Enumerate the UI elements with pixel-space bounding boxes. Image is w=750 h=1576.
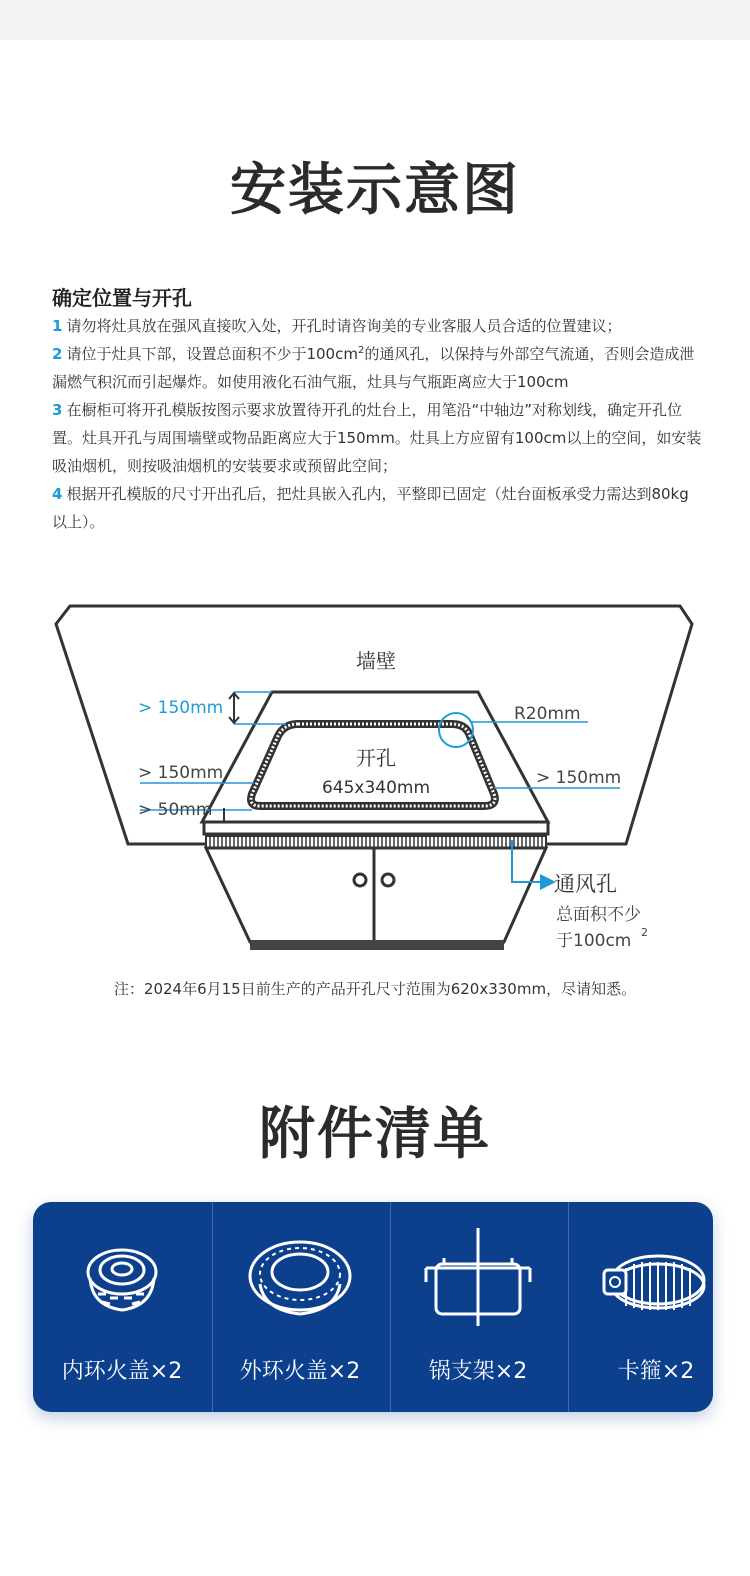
accessory-hose-clamp [571,1202,713,1412]
vent-desc-line1: 总面积不少 [556,905,641,925]
counter-edge [204,822,548,834]
outer-burner-cap-icon [240,1222,360,1332]
superscript: 2 [357,345,365,356]
vent-desc-line2: 于100cm [556,931,632,951]
hose-clamp-icon [596,1222,713,1332]
divider [390,1202,391,1412]
step-text: 的通风孔，以保持与外部空气流通，否则会造成泄漏燃气积沉而引起爆炸。如使用液化石油气瓶，灶具与气瓶距离应大于100cm [52,345,695,391]
accessory-pot-support [393,1202,563,1412]
vent-strip [206,836,546,848]
accessories-panel [33,1202,713,1412]
left-gap-label: > 150mm [138,763,224,783]
step-text: 请位于灶具下部，设置总面积不少于100cm [66,345,358,363]
page-title: 安装示意图 [230,158,520,223]
accessory-label: 锅支架×2 [428,1359,528,1384]
hole-label: 开孔 [356,746,396,770]
step-number: 1 [52,317,63,335]
step-number: 4 [52,485,63,503]
installation-diagram [0,590,750,970]
instruction-list [52,312,702,536]
step-text: 根据开孔模版的尺寸开出孔后，把灶具嵌入孔内，平整即已固定（灶台面板承受力需达到80kg以上）。 [52,485,689,531]
wall-label: 墙壁 [356,649,396,673]
accessory-outer-cap [215,1202,385,1412]
accessories-title: 附件清单 [259,1102,491,1167]
footnote: 注：2024年6月15日前生产的产品开孔尺寸范围为620x330mm，尽请知悉。 [113,980,637,998]
cabinet-body [206,848,546,942]
pot-support-icon [418,1222,538,1332]
vent-superscript: 2 [641,926,648,939]
divider [568,1202,569,1412]
step-1 [52,312,702,340]
accessory-label: 外环火盖×2 [239,1359,361,1384]
vent-title: 通风孔 [554,872,617,896]
section-title: 确定位置与开孔 [52,286,192,310]
hole-size: 645x340mm [321,778,431,798]
step-number: 3 [52,401,63,419]
accessory-label: 内环火盖×2 [61,1359,183,1384]
right-gap-label: > 150mm [536,768,622,788]
step-text: 在橱柜可将开孔模版按图示要求放置待开孔的灶台上，用笔沿“中轴边”对称划线，确定开孔位置。灶具开孔与周围墙壁或物品距离应大于150mm。灶具上方应留有100cm以上的空间，如安装吸油烟机，则按吸油烟机的安装要求或预留此空间； [52,401,702,475]
top-bar [0,0,750,40]
knob-right [382,874,394,886]
inner-burner-cap-icon [62,1222,182,1332]
accessory-inner-cap [37,1202,207,1412]
top-gap-label: > 150mm [138,698,224,718]
front-gap-label: > 50mm [138,800,213,820]
cabinet-base [250,940,504,950]
knob-left [354,874,366,886]
step-3 [52,396,702,480]
step-4 [52,480,702,536]
accessory-label: 卡箍×2 [617,1359,695,1384]
divider [212,1202,213,1412]
step-text: 请勿将灶具放在强风直接吹入处，开孔时请咨询美的专业客服人员合适的位置建议； [66,317,622,335]
radius-label: R20mm [514,704,581,724]
step-2 [52,340,702,396]
step-number: 2 [52,345,63,363]
